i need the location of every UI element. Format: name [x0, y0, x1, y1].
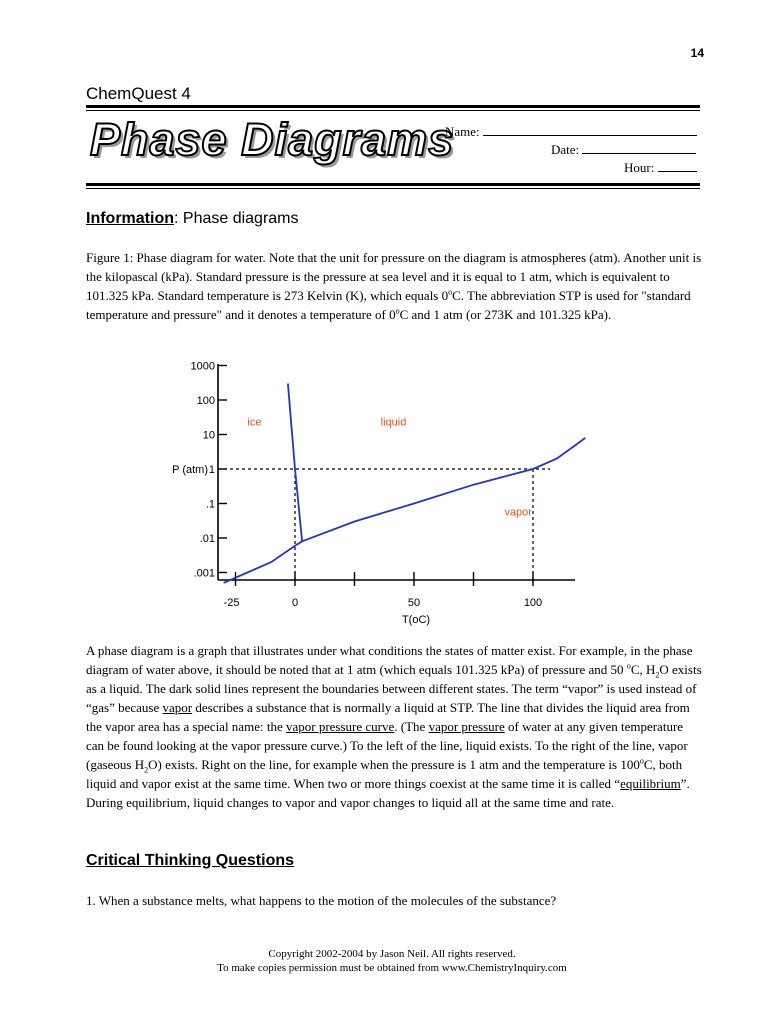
- y-tick-label: 100: [196, 395, 215, 407]
- body-part-7: O) exists. Right on the line, for example when the pressure is 1 atm and the temperature is 100: [148, 757, 640, 772]
- name-blank[interactable]: [483, 124, 697, 136]
- top-rule-thick: [86, 105, 700, 108]
- body-part-5: . (The: [394, 719, 429, 734]
- x-tick-label: 50: [407, 597, 421, 609]
- phase-diagram-paragraph: [86, 641, 702, 812]
- copyright-footer: [0, 947, 768, 975]
- y-tick-label: .1: [205, 498, 215, 511]
- date-field[interactable]: [551, 142, 696, 158]
- date-blank[interactable]: [582, 142, 696, 154]
- x-tick-label: -25: [223, 597, 240, 609]
- y-tick-label: 10: [202, 429, 215, 442]
- degree-sup: o: [395, 306, 400, 316]
- phase-diagram-chart: [150, 356, 590, 636]
- header-rule-thin: [86, 188, 700, 189]
- chemquest-label: ChemQuest 4: [86, 84, 191, 103]
- body-part-3: O exists as a liquid. The dark solid lines represent the boundaries between different states. The term “vapor” is used instead of “gas” because: [86, 662, 702, 715]
- caption-part-1: Figure 1: Phase diagram for water. Note that the unit for pressure on the diagram is atmospheres (atm). Another unit is the kilopascal (kPa). Standard pressure is the pressure at sea level and it is equal to 1 atm, which is equivalent to 101.325 kPa. Standard temperature is 273 Kelvin (K), which equals 0: [86, 250, 702, 303]
- x-tick-label: 100: [523, 597, 543, 609]
- question-1: 1. When a substance melts, what happens to the motion of the molecules of the substance?: [86, 893, 557, 908]
- x-tick-label: 0: [291, 597, 299, 609]
- caption-part-3: C and 1 atm (or 273K and 101.325 kPa).: [399, 307, 612, 322]
- degree-sup: o: [639, 756, 644, 766]
- y-tick-label: .001: [193, 567, 215, 580]
- name-label: Name:: [445, 124, 480, 139]
- y-axis-label: P (atm): [172, 464, 208, 476]
- phase-boundary-liquid-vapor-curve: [302, 438, 585, 542]
- subscript: 2: [655, 670, 660, 680]
- page-title: Phase Diagrams: [90, 114, 455, 165]
- copyright-line-1: Copyright 2002-2004 by Jason Neil. All rights reserved.: [268, 948, 516, 960]
- body-part-4: describes a substance that is normally a liquid at STP. The line that divides the liquid area from the vapor area has a special name: the: [86, 700, 690, 734]
- subscript: 2: [144, 765, 149, 775]
- x-axis-label: T(oC): [401, 614, 431, 626]
- name-field[interactable]: [445, 124, 697, 140]
- caption-part-2: C. The abbreviation STP is used for "standard temperature and pressure" and it denotes a temperature of 0: [86, 288, 691, 322]
- hour-label: Hour:: [624, 160, 655, 175]
- y-tick-label: 1: [208, 464, 215, 476]
- region-label-ice: ice: [247, 416, 262, 429]
- y-tick-label: 1000: [190, 360, 215, 373]
- date-label: Date:: [551, 142, 580, 157]
- term-vapor-pressure-curve: vapor pressure curve: [285, 719, 395, 734]
- term-vapor-pressure: vapor pressure: [428, 719, 505, 734]
- top-rule-thin: [86, 110, 700, 111]
- y-tick-label: .01: [199, 533, 215, 545]
- copyright-line-2: To make copies permission must be obtained from www.ChemistryInquiry.com: [217, 962, 567, 974]
- information-heading: [86, 210, 299, 228]
- degree-sup: o: [626, 661, 631, 671]
- region-label-vapor: vapor: [504, 506, 532, 519]
- term-equilibrium: equilibrium: [620, 776, 681, 791]
- region-label-liquid: liquid: [380, 416, 407, 429]
- degree-sup: o: [448, 287, 453, 297]
- body-part-6: of water at any given temperature can be found looking at the vapor pressure curve.) To the left of the line, liquid exists. To the right of the line, vapor (gaseous H: [86, 719, 688, 772]
- hour-blank[interactable]: [658, 160, 697, 172]
- body-part-1: A phase diagram is a graph that illustrates under what conditions the states of matter exist. For example, in the phase diagram of water above, it should be noted that at 1 atm (which equals 101.325 kPa) of pressure and 50: [86, 643, 693, 677]
- critical-thinking-heading: Critical Thinking Questions: [86, 852, 295, 869]
- term-vapor: vapor: [162, 700, 193, 715]
- body-part-2: C, H: [630, 662, 656, 677]
- information-heading-bold: Information: [86, 210, 174, 227]
- hour-field[interactable]: [624, 160, 697, 176]
- page-number: 14: [690, 46, 704, 60]
- information-heading-rest: : Phase diagrams: [174, 210, 299, 227]
- body-part-8: C, both liquid and vapor exist at the same time. When two or more things coexist at the same time it is called “: [86, 757, 683, 791]
- body-part-9: ”. During equilibrium, liquid changes to vapor and vapor changes to liquid all at the same time and rate.: [86, 776, 690, 810]
- header-rule-thick: [86, 183, 700, 186]
- figure-caption: [86, 248, 702, 324]
